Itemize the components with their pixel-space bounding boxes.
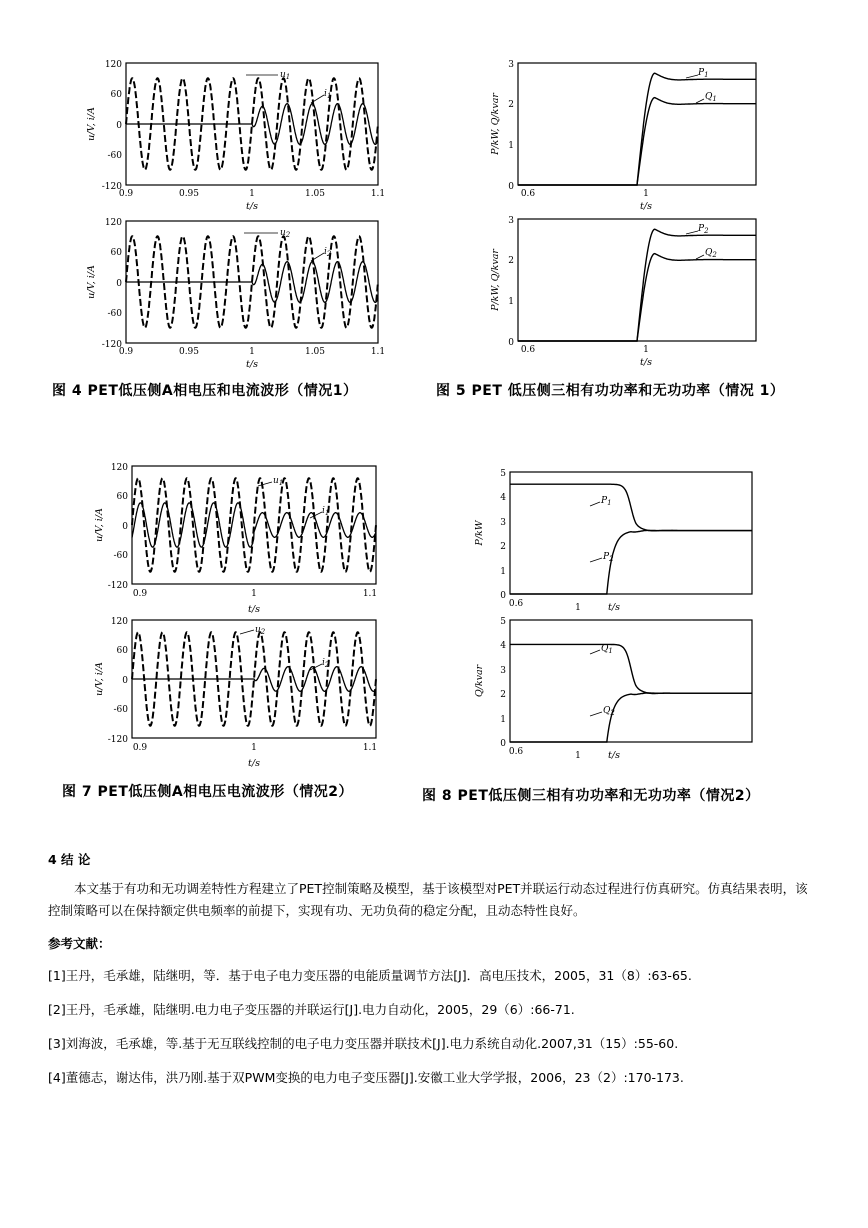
figure-7: [94, 460, 394, 772]
y-axis-label: u/V, i/A: [86, 107, 97, 141]
p2-annotation: $P_2$: [603, 552, 614, 563]
x-tick: 1.05: [304, 347, 326, 357]
x-tick: 1: [251, 589, 257, 599]
fig4-bottom-plot: [86, 216, 396, 374]
x-tick: 0.6: [520, 189, 536, 199]
y-tick: 120: [104, 60, 122, 70]
y-axis-label: Q/kvar: [474, 664, 485, 698]
y-tick: 0: [500, 739, 506, 749]
y-tick: -60: [107, 309, 122, 319]
figure-8-caption: 图 8 PET低压侧三相有功功率和无功功率（情况2）: [422, 788, 760, 804]
p2-annotation: $P_2$: [698, 224, 709, 235]
q1-annotation: $Q_1$: [705, 92, 717, 103]
x-tick: 1.1: [370, 347, 386, 357]
x-tick: 0.6: [508, 599, 524, 609]
conclusion-heading: 4 结 论: [48, 852, 91, 867]
x-tick: 0.9: [118, 189, 134, 199]
x-axis-label: t/s: [246, 359, 258, 370]
i1-annotation: $i_1$: [322, 506, 330, 517]
reference-item: [3]刘海波，毛承雄，等.基于无互联线控制的电子电力变压器并联技术[J].电力系统自动化.2007,31（15）:55-60.: [48, 1036, 679, 1051]
y-tick: -120: [107, 735, 128, 745]
fig5-top-plot: [488, 58, 778, 216]
x-axis-label: t/s: [608, 750, 620, 761]
fig8-bottom-plot: [468, 616, 768, 766]
y-tick: 0: [122, 522, 128, 532]
i2-annotation: $i_2$: [324, 247, 332, 258]
y-tick: -120: [101, 182, 122, 192]
y-tick: 2: [500, 690, 506, 700]
y-tick: 2: [500, 542, 506, 552]
figure-7-caption: 图 7 PET低压侧A相电压电流波形（情况2）: [62, 784, 353, 800]
i1-annotation: $i_1$: [324, 89, 332, 100]
y-axis-label: u/V, i/A: [94, 662, 105, 696]
y-ticks: [102, 60, 123, 192]
figure-4: [86, 58, 396, 374]
fig7-top-plot: [94, 460, 394, 616]
y-tick: 1: [500, 567, 506, 577]
y-axis-label: P/kW, Q/kvar: [490, 93, 501, 155]
q2-curve: [518, 254, 756, 341]
y-tick: -60: [113, 705, 128, 715]
p1-curve: [518, 73, 756, 185]
x-tick: 1: [575, 751, 581, 761]
fig8-top-plot: [468, 466, 768, 616]
x-tick: 1.1: [362, 743, 378, 753]
i2-annotation: $i_2$: [322, 658, 330, 669]
y-tick: 0: [500, 591, 506, 601]
x-tick: 1.1: [362, 589, 378, 599]
u1-curve: [132, 478, 376, 571]
y-axis-label: P/kW, Q/kvar: [490, 249, 501, 311]
y-axis-label: u/V, i/A: [94, 508, 105, 542]
figure-4-caption: 图 4 PET低压侧A相电压和电流波形（情况1）: [52, 383, 358, 399]
y-tick: 120: [110, 617, 128, 627]
x-axis-label: t/s: [640, 357, 652, 368]
x-tick: 1: [249, 189, 255, 199]
u2-annotation: $u_2$: [255, 625, 266, 636]
x-tick: 1: [249, 347, 255, 357]
y-tick: 4: [500, 641, 506, 651]
p2-curve: [510, 530, 752, 594]
y-tick: 1: [508, 297, 514, 307]
q1-curve: [518, 98, 756, 185]
y-tick: 0: [122, 676, 128, 686]
y-tick: 60: [110, 248, 122, 258]
x-tick: 1: [575, 603, 581, 613]
fig7-bottom-plot: [94, 616, 394, 772]
u1-annotation: $u_1$: [273, 476, 284, 487]
p2-curve: [518, 229, 756, 341]
p1-annotation: $P_1$: [698, 68, 709, 79]
q1-annotation: $Q_1$: [601, 644, 613, 655]
x-tick: 1: [643, 345, 649, 355]
y-tick: 0: [508, 338, 514, 348]
x-tick: 1.05: [304, 189, 326, 199]
y-tick: 120: [110, 463, 128, 473]
u1-annotation: $u_1$: [280, 70, 291, 81]
y-tick: 120: [104, 218, 122, 228]
y-tick: 3: [508, 60, 514, 70]
p1-annotation: $P_1$: [601, 496, 612, 507]
x-tick: 1.1: [370, 189, 386, 199]
x-tick: 0.6: [520, 345, 536, 355]
y-tick: 3: [500, 518, 506, 528]
x-tick: 0.9: [132, 589, 148, 599]
q2-curve: [510, 693, 752, 742]
references-heading: 参考文献：: [48, 936, 111, 951]
reference-item: [2]王丹，毛承雄，陆继明.电力电子变压器的并联运行[J].电力自动化，2005，29（6）:66-71.: [48, 1002, 575, 1017]
figure-8: [468, 466, 768, 766]
y-tick: 60: [116, 646, 128, 656]
y-tick: 5: [500, 617, 506, 627]
y-tick: 3: [508, 216, 514, 226]
x-axis-label: t/s: [608, 602, 620, 613]
x-axis-label: t/s: [248, 758, 260, 769]
q2-annotation: $Q_2$: [603, 706, 615, 717]
y-tick: 0: [116, 279, 122, 289]
u2-annotation: $u_2$: [280, 228, 291, 239]
y-tick: 1: [508, 141, 514, 151]
x-axis-label: t/s: [246, 201, 258, 212]
y-tick: -120: [101, 340, 122, 350]
x-tick: 0.95: [178, 189, 200, 199]
reference-item: [1]王丹，毛承雄，陆继明，等．基于电子电力变压器的电能质量调节方法[J]．高电压技术，2005，31（8）:63-65.: [48, 968, 692, 983]
y-tick: 0: [508, 182, 514, 192]
fig4-top-plot: [86, 58, 396, 216]
x-tick: 0.9: [118, 347, 134, 357]
p1-curve: [510, 484, 752, 531]
conclusion-paragraph: 本文基于有功和无功调差特性方程建立了PET控制策略及模型，基于该模型对PET并联运行动态过程进行仿真研究。仿真结果表明，该控制策略可以在保持额定供电频率的前提下，实现有功、无功负荷的稳定分配，且动态特性良好。: [48, 881, 808, 918]
y-tick: 3: [500, 666, 506, 676]
y-axis-label: u/V, i/A: [86, 265, 97, 299]
y-tick: 2: [508, 100, 514, 110]
y-tick: 60: [116, 492, 128, 502]
x-tick: 1: [643, 189, 649, 199]
x-axis-label: t/s: [640, 201, 652, 212]
y-tick: 1: [500, 715, 506, 725]
y-tick: 2: [508, 256, 514, 266]
figure-5-caption: 图 5 PET 低压侧三相有功功率和无功功率（情况 1）: [436, 383, 785, 399]
x-tick: 0.9: [132, 743, 148, 753]
y-tick: -120: [107, 581, 128, 591]
x-tick: 1: [251, 743, 257, 753]
y-tick: 5: [500, 469, 506, 479]
q1-curve: [510, 644, 752, 693]
y-tick: 60: [110, 90, 122, 100]
x-tick: 0.95: [178, 347, 200, 357]
q2-annotation: $Q_2$: [705, 248, 717, 259]
fig5-bottom-plot: [488, 216, 778, 376]
x-ticks: [119, 189, 385, 199]
reference-item: [4]董德志，谢达伟，洪乃刚.基于双PWM变换的电力电子变压器[J].安徽工业大学学报，2006，23（2）:170-173.: [48, 1070, 684, 1085]
y-axis-label: P/kW: [474, 520, 485, 546]
y-tick: 0: [116, 121, 122, 131]
y-tick: -60: [113, 551, 128, 561]
y-tick: -60: [107, 151, 122, 161]
x-tick: 0.6: [508, 747, 524, 757]
figure-5: [488, 58, 778, 376]
y-tick: 4: [500, 493, 506, 503]
x-axis-label: t/s: [248, 604, 260, 615]
